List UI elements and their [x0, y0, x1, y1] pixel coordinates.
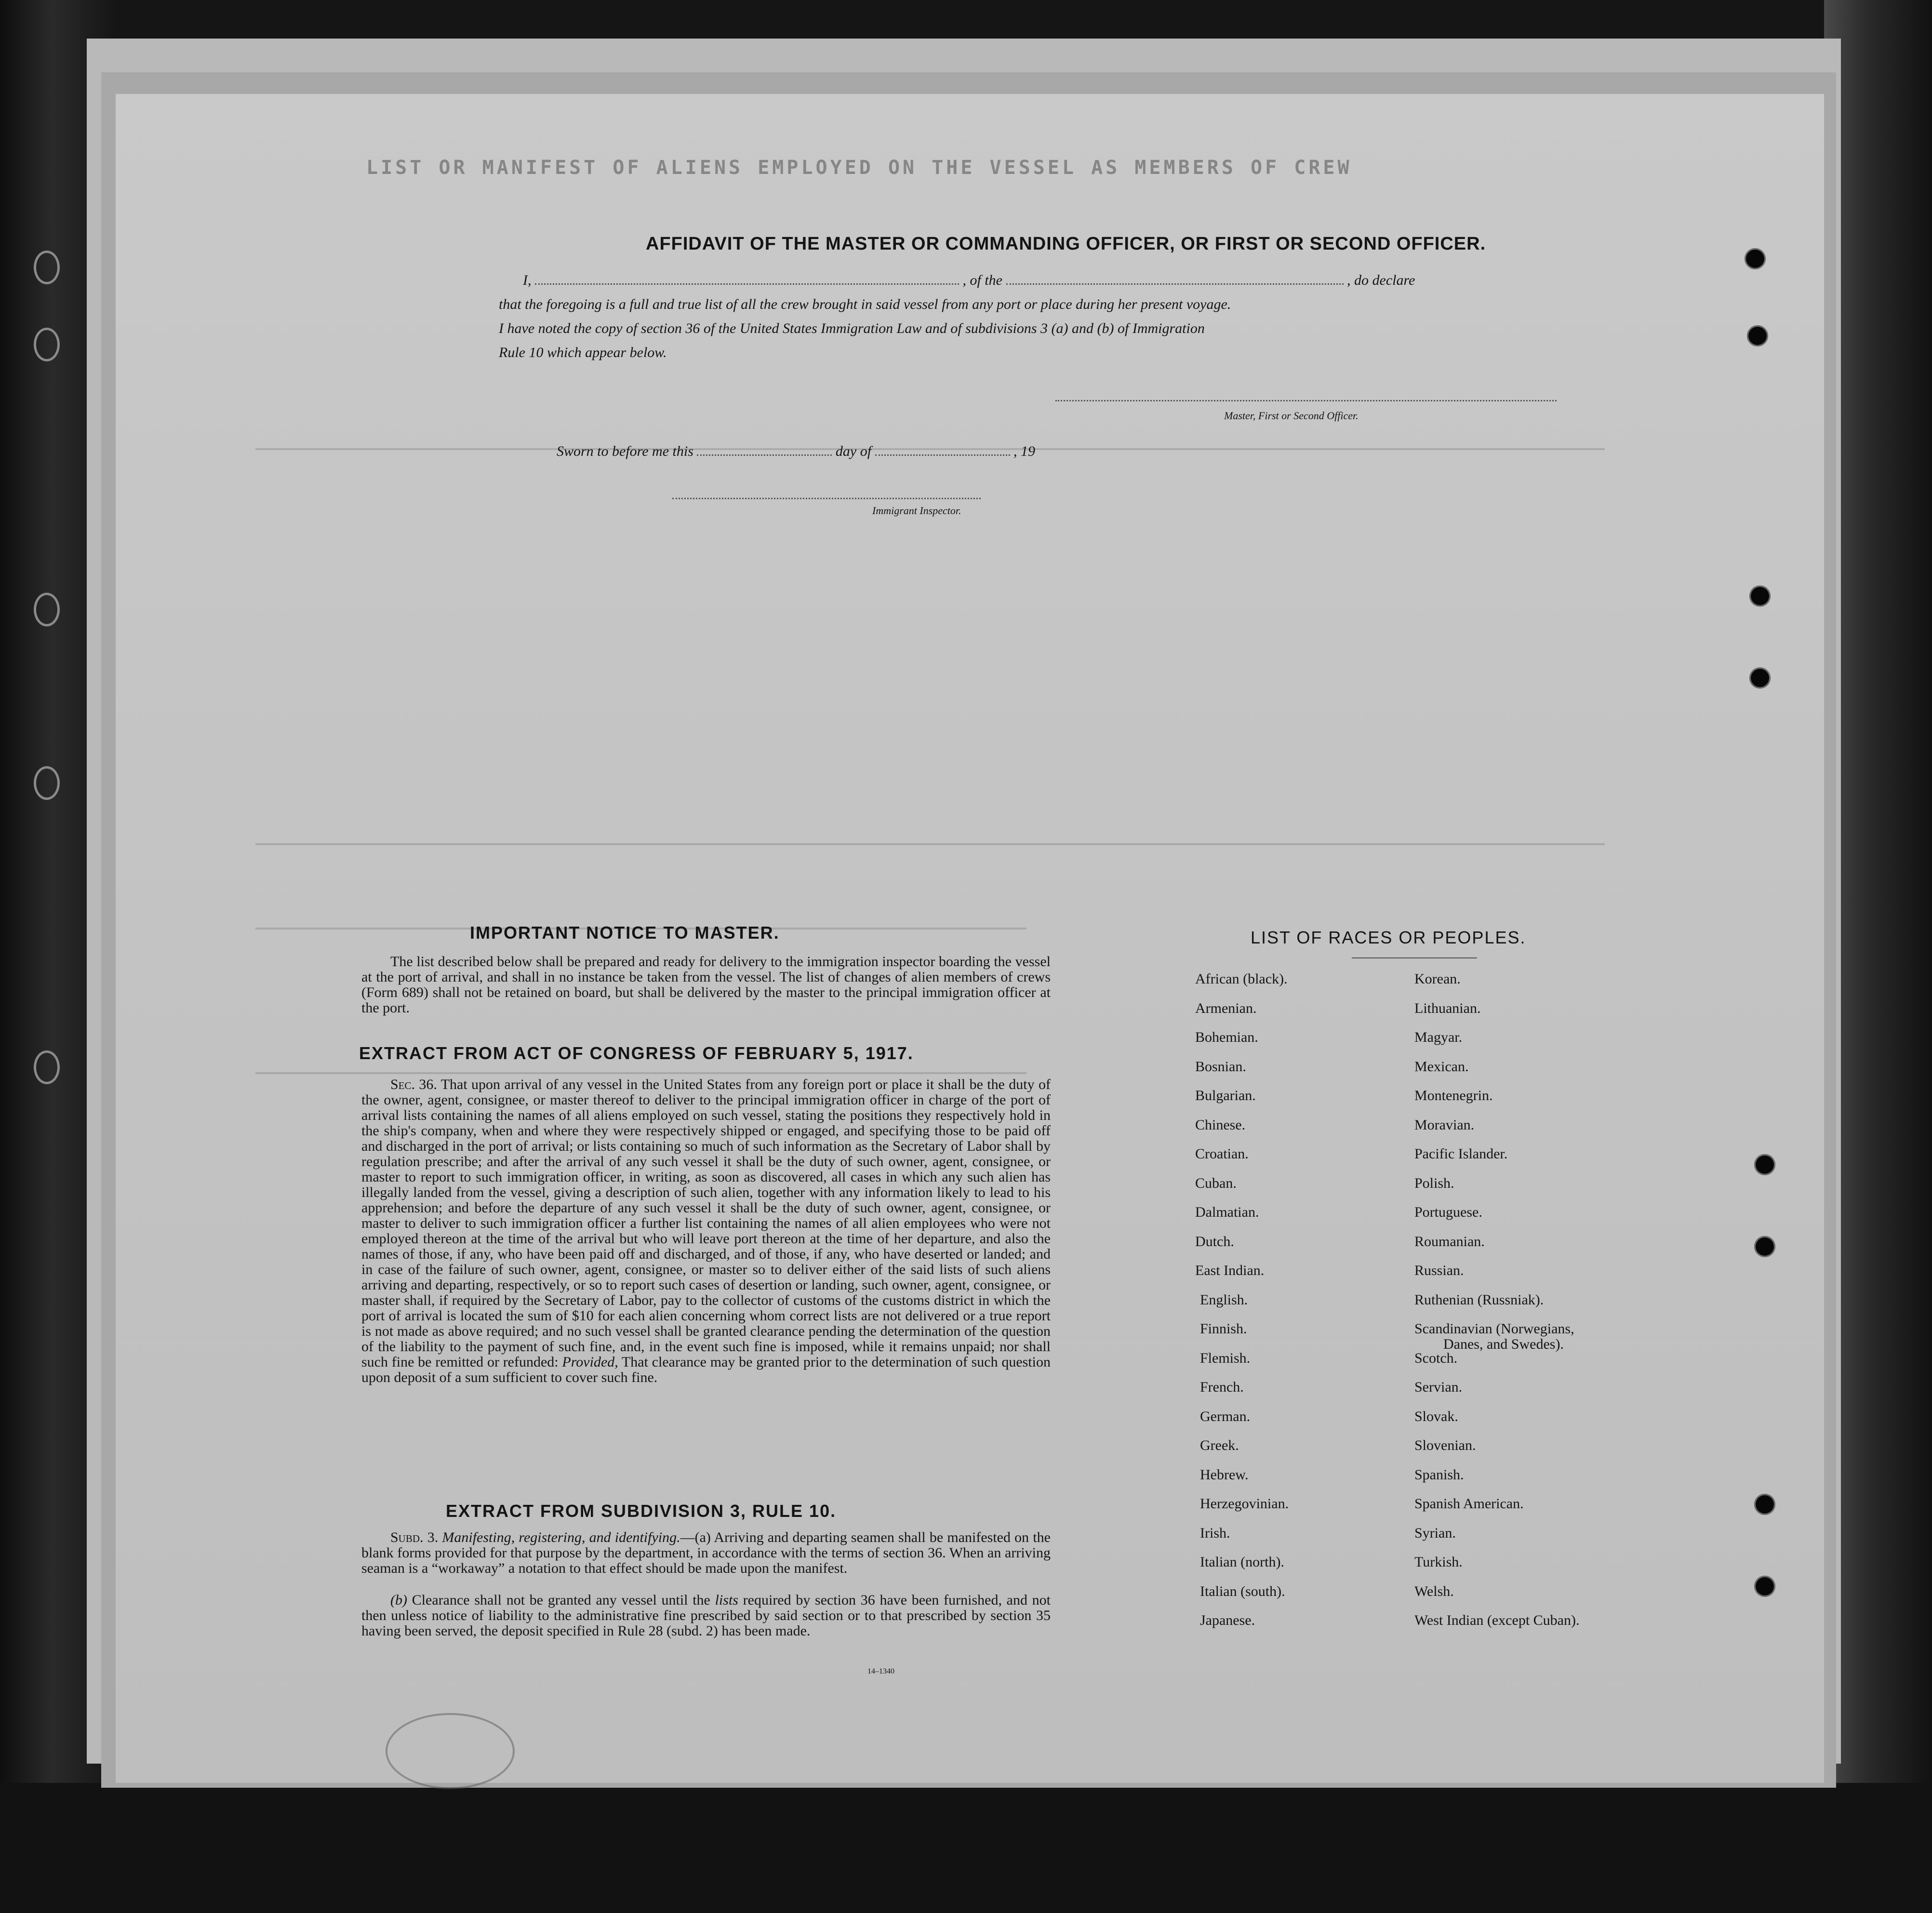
para-b-lists: lists	[715, 1592, 738, 1608]
declaration-suffix: , do declare	[1347, 272, 1415, 288]
race-item: Slovenian.	[1414, 1437, 1476, 1453]
punch-hole	[1745, 248, 1766, 269]
race-item: Lithuanian.	[1414, 1000, 1481, 1016]
provided-word: Provided,	[562, 1354, 618, 1370]
race-item: Mexican.	[1414, 1058, 1469, 1075]
binder-ring	[34, 766, 60, 800]
race-item: Finnish.	[1200, 1321, 1247, 1337]
race-item: Ruthenian (Russniak).	[1414, 1291, 1544, 1308]
faded-stamp	[386, 1713, 515, 1789]
race-item: Roumanian.	[1414, 1233, 1485, 1249]
race-item: Turkish.	[1414, 1554, 1463, 1570]
race-item: West Indian (except Cuban).	[1414, 1612, 1580, 1628]
race-item: English.	[1200, 1291, 1248, 1308]
race-item: Bohemian.	[1195, 1029, 1258, 1045]
race-item: Servian.	[1414, 1379, 1463, 1395]
race-item: Greek.	[1200, 1437, 1239, 1453]
punch-hole	[1754, 1576, 1775, 1597]
punch-hole	[1749, 667, 1771, 689]
race-item: Portuguese.	[1414, 1204, 1482, 1220]
race-item: Spanish American.	[1414, 1496, 1524, 1512]
underlying-subtitle: LIST OR MANIFEST OF ALIENS EMPLOYED ON THE VESSEL AS MEMBERS OF CREW	[366, 157, 1352, 179]
form-number: 14–1340	[867, 1667, 894, 1675]
subdivision-heading: Manifesting, registering, and identifying.	[442, 1529, 680, 1545]
race-item: East Indian.	[1195, 1262, 1265, 1278]
race-item: Polish.	[1414, 1175, 1454, 1191]
para-b-label: (b)	[390, 1592, 407, 1608]
declaration-line-1	[523, 272, 1415, 289]
affidavit-title: AFFIDAVIT OF THE MASTER OR COMMANDING OFFICER, OR FIRST OR SECOND OFFICER.	[646, 234, 1486, 254]
race-item: Bosnian.	[1195, 1058, 1246, 1075]
race-item: Scotch.	[1414, 1350, 1458, 1366]
rule-title: EXTRACT FROM SUBDIVISION 3, RULE 10.	[446, 1501, 837, 1521]
punch-hole	[1747, 325, 1768, 346]
notice-text: The list described below shall be prepared and ready for delivery to the immigration inspector boarding the vessel at the port of arrival, and shall in no instance be taken from the vessel. The list of changes of alien members of crews (Form 689) shall not be retained on board, but shall be delivered by the master to the principal immigration officer at the port.	[361, 954, 1051, 1016]
races-title-rule	[1352, 957, 1477, 958]
binder-ring	[34, 593, 60, 626]
section-label: Sec. 36.	[390, 1076, 437, 1092]
inspector-signature-line[interactable]	[672, 498, 981, 499]
race-item: Irish.	[1200, 1525, 1230, 1541]
race-item: Russian.	[1414, 1262, 1464, 1278]
race-item: Pacific Islander.	[1414, 1146, 1508, 1162]
notice-title: IMPORTANT NOTICE TO MASTER.	[470, 923, 780, 943]
race-item: Slovak.	[1414, 1408, 1458, 1424]
race-item: Cuban.	[1195, 1175, 1237, 1191]
binder-ring	[34, 328, 60, 361]
act-body: That upon arrival of any vessel in the United States from any foreign port or place it shall be the duty of the owner, agent, consignee, or master thereof to deliver to the principal immigration officer in charge of the port of arrival lists containing the names of all aliens employed on such vessel, stating the positions they respectively hold in the ship's company, when and where they were respectively shipped or engaged, and specifying those to be paid off and discharged in the port of arrival; or lists containing so much of such information as the Secretary of Labor shall by regulation prescribe; and after the arrival of any such vessel it shall be the duty of such owner, agent, consignee, or master to report to such immigration officer, in writing, as soon as discovered, all cases in which any such alien has illegally landed from the vessel, giving a description of such alien, together with any information likely to lead to his apprehension; and before the departure of any such vessel it shall be the duty of such owner, agent, consignee, or master to deliver to such immigration officer a further list containing the names of all alien employees who were not employed thereon at the time of the arrival but who will leave port thereon at the time of her departure, and also the names of those, if any, who have been paid off and discharged, and of those, if any, who have deserted or landed; and in case of the failure of such owner, agent, consignee, or master so to deliver either of the said lists of such aliens arriving and departing, respectively, or so to report such cases of desertion or landing, such owner, agent, consignee, or master shall, if required by the Secretary of Labor, pay to the collector of customs of the customs district in which the port of arrival is located the sum of $10 for each alien concerning whom correct lists are not delivered or a true report is not made as above required; and no such vessel shall be granted clearance pending the determination of the question of the liability to the payment of such fine, and, in the event such fine is imposed, while it remains unpaid; nor shall such fine be remitted or refunded:	[361, 1076, 1051, 1370]
sworn-day-label: day of	[835, 443, 872, 459]
race-item: Bulgarian.	[1195, 1088, 1256, 1103]
race-item: Danes, and Swedes).	[1443, 1336, 1564, 1352]
rule-para-b	[361, 1593, 1051, 1639]
para-a-text: —(a) Arriving and departing seamen shall be manifested on the blank forms provided for that purpose by the department, in accordance with the terms of section 36. When an arriving seaman is a “workaway” a notation to that effect should be made upon the manifest.	[361, 1529, 1051, 1576]
declaration-line-3: I have noted the copy of section 36 of the United States Immigration Law and of subdivisions 3 (a) and (b) of Immigration	[499, 320, 1205, 336]
race-item: Italian (south).	[1200, 1583, 1285, 1599]
race-item: Italian (north).	[1200, 1554, 1284, 1570]
binder-ring	[34, 1050, 60, 1084]
race-item: Dalmatian.	[1195, 1204, 1259, 1220]
signature-line[interactable]	[1055, 400, 1557, 401]
race-item: Korean.	[1414, 971, 1461, 987]
race-item: Welsh.	[1414, 1583, 1454, 1599]
race-item: Hebrew.	[1200, 1466, 1249, 1483]
subdivision-label: Subd. 3.	[390, 1529, 439, 1545]
declaration-line-2: that the foregoing is a full and true list of all the crew brought in said vessel from any port or place during her present voyage.	[499, 296, 1231, 312]
race-item: Dutch.	[1195, 1233, 1234, 1249]
para-b-start: Clearance shall not be granted any vessel until the	[412, 1592, 710, 1608]
race-item: Syrian.	[1414, 1525, 1456, 1541]
act-title: EXTRACT FROM ACT OF CONGRESS OF FEBRUARY 5, 1917.	[359, 1043, 914, 1063]
rule-para-a	[361, 1530, 1051, 1576]
sworn-prefix: Sworn to before me this	[557, 443, 693, 459]
name-blank[interactable]	[535, 273, 959, 285]
race-item: German.	[1200, 1408, 1251, 1424]
punch-hole	[1749, 585, 1771, 607]
sworn-month-blank[interactable]	[875, 444, 1010, 456]
declaration-prefix: I,	[523, 272, 532, 288]
race-item: Japanese.	[1200, 1612, 1255, 1628]
punch-hole	[1754, 1154, 1775, 1175]
punch-hole	[1754, 1236, 1775, 1257]
sworn-line	[557, 443, 1035, 460]
scan-bottom-edge	[0, 1783, 1932, 1913]
race-item: Armenian.	[1195, 1000, 1257, 1016]
act-text	[361, 1077, 1051, 1385]
races-title: LIST OF RACES OR PEOPLES.	[1251, 928, 1526, 947]
race-item: Croatian.	[1195, 1146, 1249, 1162]
race-item: French.	[1200, 1379, 1244, 1395]
vessel-blank[interactable]	[1006, 273, 1344, 285]
sworn-day-blank[interactable]	[697, 444, 832, 456]
declaration-line-4: Rule 10 which appear below.	[499, 345, 667, 360]
race-item: Spanish.	[1414, 1466, 1464, 1483]
race-item: Herzegovinian.	[1200, 1496, 1289, 1512]
race-item: African (black).	[1195, 971, 1288, 987]
act-body-end: That clearance may be granted prior to the determination of such question upon deposit of a sum sufficient to cover such fine.	[361, 1354, 1051, 1385]
signature-label: Master, First or Second Officer.	[1224, 410, 1359, 422]
ghost-table-line	[255, 1072, 1026, 1074]
para-b-rest: required by section 36 have been furnished, and not then unless notice of liability to the administrative fine prescribed by said section or to that prescribed by section 35 having been served, the deposit specified in Rule 28 (subd. 2) has been made.	[361, 1592, 1051, 1639]
ghost-table-line	[255, 843, 1605, 845]
race-item: Flemish.	[1200, 1350, 1251, 1366]
race-item: Moravian.	[1414, 1116, 1475, 1133]
punch-hole	[1754, 1494, 1775, 1515]
document-page	[116, 94, 1824, 1783]
race-item: Magyar.	[1414, 1029, 1463, 1045]
race-item: Montenegrin.	[1414, 1088, 1493, 1103]
race-item: Scandinavian (Norwegians,	[1414, 1321, 1574, 1337]
inspector-label: Immigrant Inspector.	[872, 505, 961, 517]
declaration-middle: , of the	[962, 272, 1002, 288]
race-item: Chinese.	[1195, 1116, 1246, 1133]
sworn-year-label: , 19	[1013, 443, 1036, 459]
binder-ring	[34, 251, 60, 284]
